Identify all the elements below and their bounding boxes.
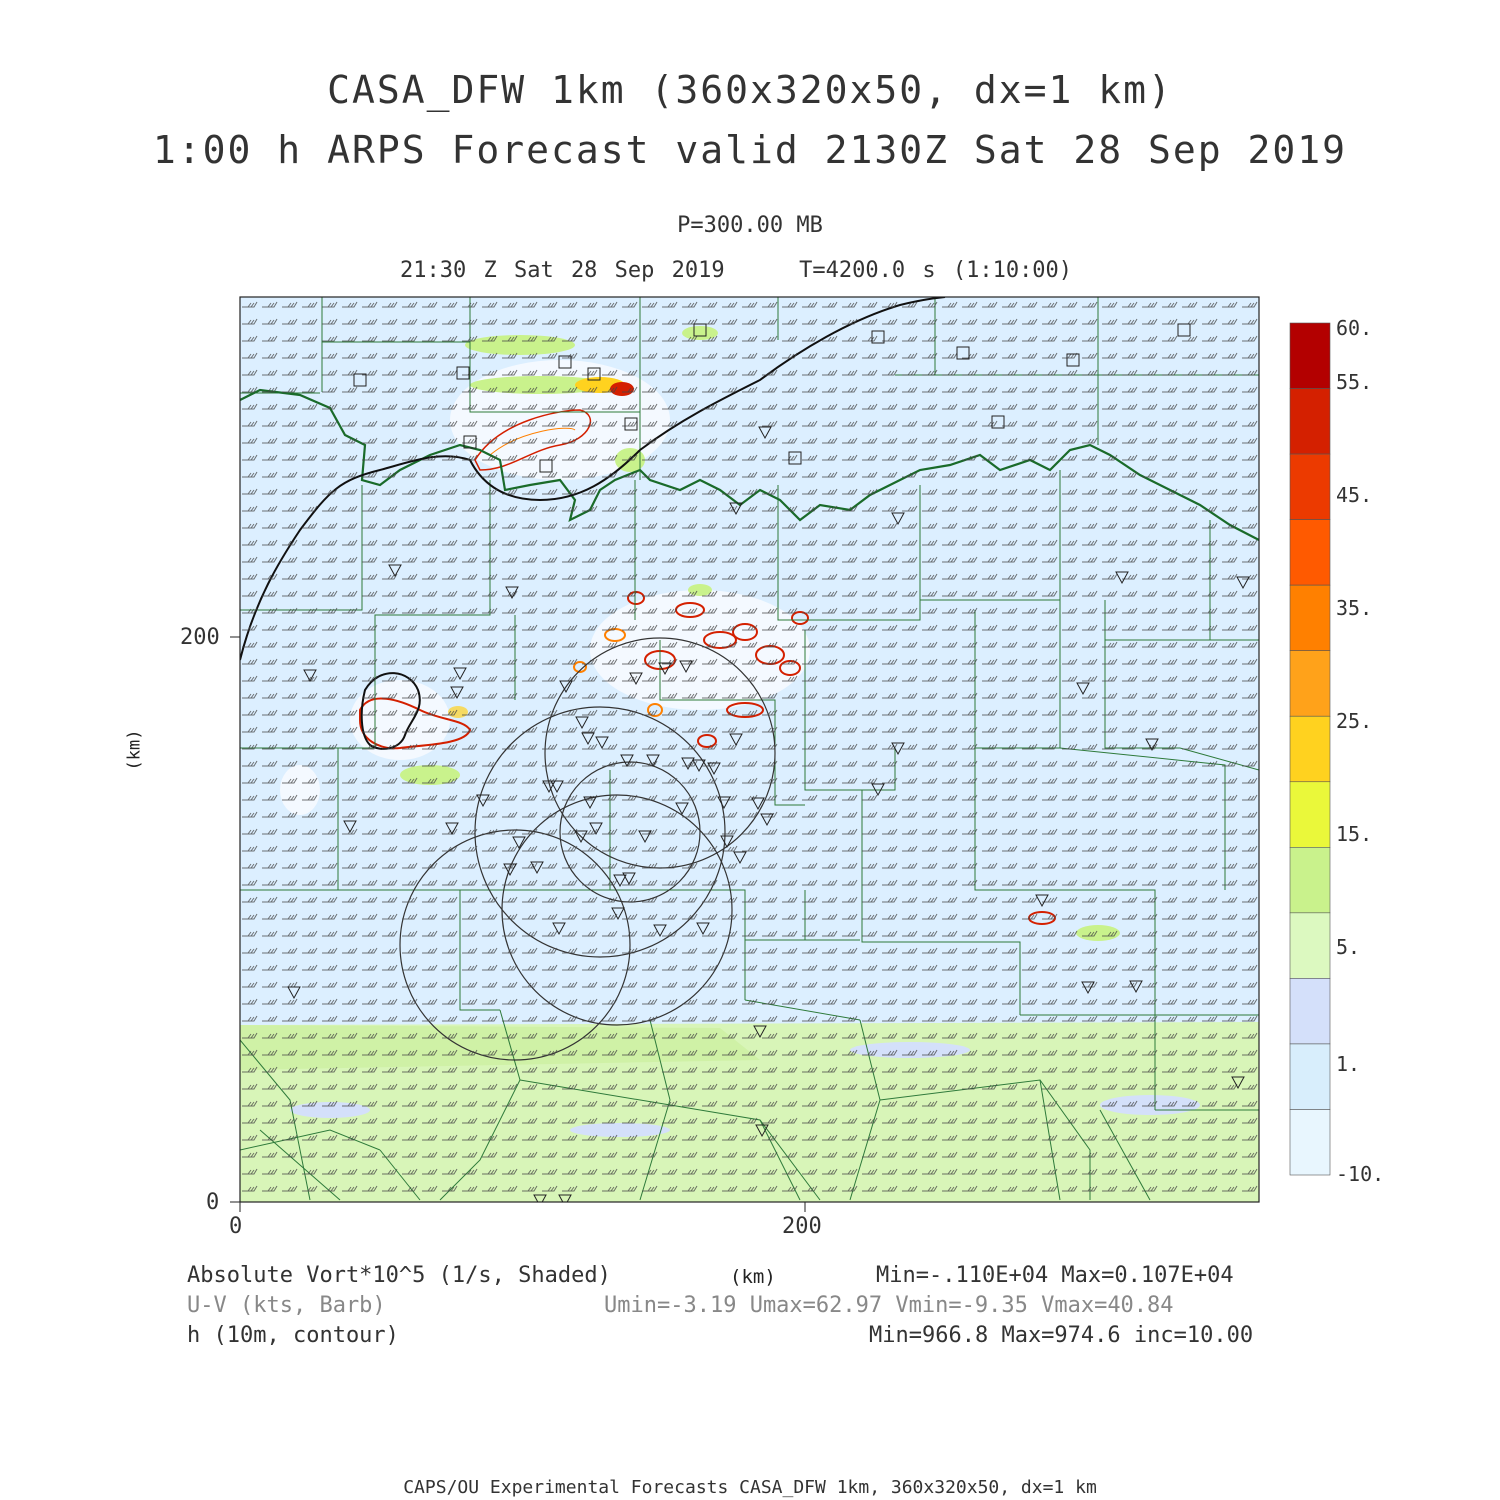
x-tick-0: 0	[229, 1214, 243, 1239]
colorbar-segment	[1290, 782, 1330, 848]
legend-field-2-stats: Umin=-3.19 Umax=62.97 Vmin=-9.35 Vmax=40.84	[604, 1293, 1174, 1318]
colorbar-label: 1.	[1336, 1052, 1361, 1076]
colorbar-segment	[1290, 1109, 1330, 1175]
colorbar-segment	[1290, 323, 1330, 389]
colorbar-label: -10.	[1336, 1162, 1385, 1186]
title-line-1: CASA_DFW 1km (360x320x50, dx=1 km)	[327, 68, 1173, 112]
y-axis-label: (km)	[124, 729, 145, 771]
legend-field-3: h (10m, contour)	[187, 1323, 399, 1348]
colorbar-label: 60.	[1336, 316, 1373, 340]
colorbar-segment	[1290, 651, 1330, 717]
colorbar-label: 45.	[1336, 483, 1373, 507]
y-tick-0: 0	[206, 1190, 220, 1215]
wind-barbs	[240, 297, 1259, 1202]
legend-field-2: U-V (kts, Barb)	[187, 1293, 386, 1318]
pressure-level: P=300.00 MB	[677, 213, 823, 238]
colorbar-segment	[1290, 847, 1330, 913]
model-time: T=4200.0 s (1:10:00)	[799, 258, 1073, 283]
colorbar-label: 5.	[1336, 935, 1361, 959]
legend-field-1: Absolute Vort*10^5 (1/s, Shaded)	[187, 1263, 611, 1288]
colorbar-segment	[1290, 585, 1330, 651]
colorbar	[1290, 323, 1330, 1175]
colorbar-label: 25.	[1336, 709, 1373, 733]
colorbar-segment	[1290, 913, 1330, 979]
colorbar-segment	[1290, 1044, 1330, 1110]
x-tick-200: 200	[782, 1214, 822, 1239]
colorbar-segment	[1290, 978, 1330, 1044]
legend-field-1-stats: Min=-.110E+04 Max=0.107E+04	[876, 1263, 1234, 1288]
title-line-2: 1:00 h ARPS Forecast valid 2130Z Sat 28 Sep 2019	[152, 128, 1348, 172]
colorbar-label: 15.	[1336, 822, 1373, 846]
colorbar-segment	[1290, 454, 1330, 520]
footer-credit: CAPS/OU Experimental Forecasts CASA_DFW 1km, 360x320x50, dx=1 km	[403, 1477, 1097, 1498]
legend-field-3-stats: Min=966.8 Max=974.6 inc=10.00	[869, 1323, 1254, 1348]
colorbar-label: 55.	[1336, 370, 1373, 394]
colorbar-segment	[1290, 716, 1330, 782]
valid-time: 21:30 Z Sat 28 Sep 2019	[400, 258, 725, 283]
plot-area	[230, 297, 1259, 1212]
colorbar-label: 35.	[1336, 596, 1373, 620]
y-tick-200: 200	[180, 625, 220, 650]
x-axis-label: (km)	[730, 1266, 776, 1288]
colorbar-segment	[1290, 389, 1330, 455]
colorbar-segment	[1290, 520, 1330, 586]
